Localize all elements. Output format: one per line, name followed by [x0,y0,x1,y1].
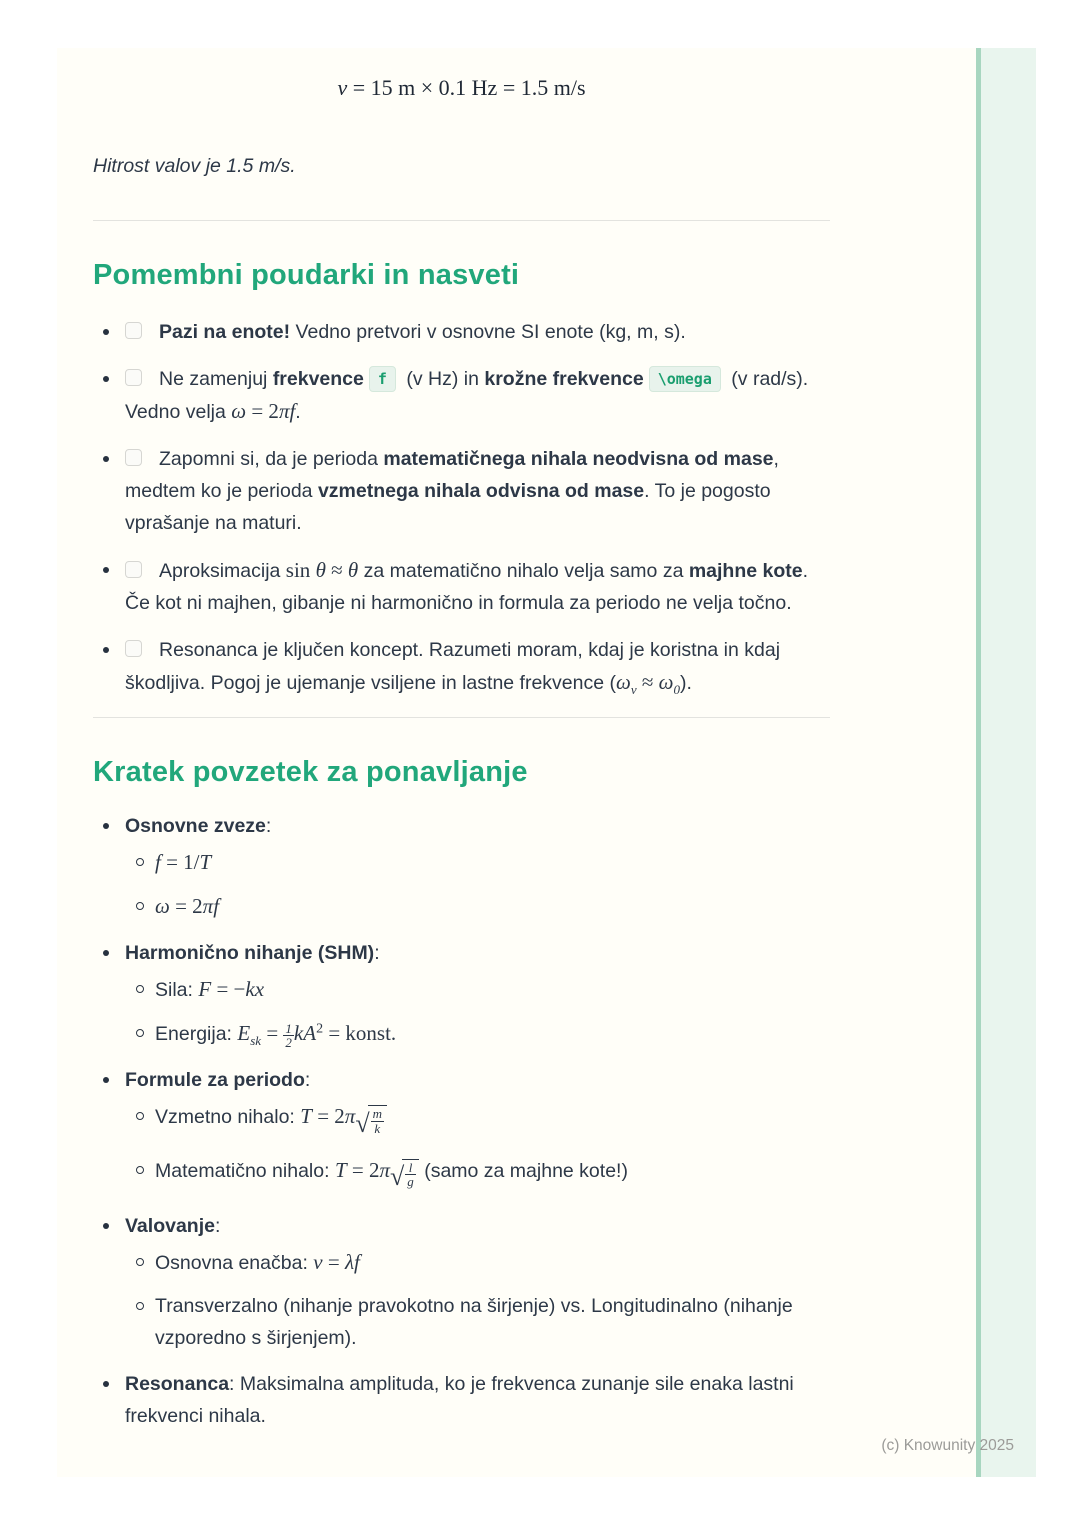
summary-group-periods [93,1064,830,1196]
fraction-numerator: m [372,1105,382,1121]
circle-bullet-icon [136,1302,144,1310]
list-item-frequency [93,363,830,428]
math-text: = 2 [246,399,279,423]
fraction-denominator: k [374,1120,381,1136]
circle-bullet-icon [136,1112,144,1120]
fraction-denominator: 2 [285,1035,292,1051]
math-text: v [313,1250,323,1275]
math-text: πf [278,399,296,423]
fraction-denominator: g [407,1174,414,1190]
bullet-icon [103,950,109,956]
sub-item [125,1246,830,1279]
text-run: Sila: [155,979,199,1001]
heading-summary: Kratek povzetek za ponavljanje [93,756,528,788]
radical-icon: √ [355,1108,370,1138]
text-run: za matematično nihalo velja samo za [358,560,689,582]
radical-icon: √ [390,1162,405,1192]
sublist [125,973,830,1050]
math-text: λf [344,1250,360,1275]
bullet-icon [103,456,109,462]
circle-bullet-icon [136,858,144,866]
inline-code-chip: f [369,366,396,392]
document-content [93,48,830,1447]
group-label: Valovanje [125,1215,215,1238]
text-run: : [214,1215,221,1238]
todo-checkbox[interactable] [125,322,142,339]
math-square-root [390,1159,419,1197]
math-text: = [261,1021,284,1045]
text-run: Vzmetno nihalo: [155,1106,301,1128]
document-card [57,48,1036,1477]
sublist [125,846,830,923]
circle-bullet-icon [136,902,144,910]
math-text: θ [347,558,359,582]
text-run: Vedno pretvori v osnovne SI enote (kg, m, s). [290,321,686,343]
todo-checkbox[interactable] [125,640,142,657]
list-item-pendulum-mass [93,443,830,539]
todo-checkbox[interactable] [125,369,142,386]
circle-bullet-icon [136,985,144,993]
text-run: Ne zamenjuj [159,368,273,390]
group-label: Resonanca [125,1373,230,1396]
radicand [402,1159,419,1197]
text-run: Pazi na enote! [159,321,291,343]
math-text: kA [293,1021,317,1045]
todo-checkbox[interactable] [125,449,142,466]
summary-list [93,810,830,1432]
group-label: Osnovne zveze [125,815,266,837]
summary-group-shm [93,937,830,1050]
math-text: ≈ [636,670,659,694]
math-text: ω [231,399,247,423]
math-fraction [371,1107,384,1135]
text-run: Transverzalno (nihanje pravokotno na širjenje) vs. Longitudinalno (nihanje vzporedno s širjenjem). [155,1295,793,1350]
math-text: ω [155,894,170,918]
text-run: vzmetnega nihala odvisna od mase [317,480,645,502]
circle-bullet-icon [136,1166,144,1174]
text-run: : [265,815,272,837]
sub-item [125,973,830,1006]
text-run: Energija: [155,1023,238,1045]
text-run: , medtem ko je perioda [125,448,779,502]
math-subscript: sk [250,1032,262,1048]
math-text: T [334,1157,347,1182]
sub-item [125,846,830,879]
section-divider [93,220,830,221]
text-run: : [374,942,380,964]
fraction-numerator: l [405,1161,416,1176]
sublist [125,1246,830,1354]
list-item-approximation [93,554,830,619]
text-run: : Maksimalna amplituda, ko je frekvenca zunanje sile enaka lastni frekvenci nihala. [125,1373,794,1428]
text-run: (samo za majhne kote!) [418,1159,628,1182]
text-run: majhne kote [688,560,803,582]
text-run: (v Hz) in [400,368,485,390]
circle-bullet-icon [136,1029,144,1037]
bullet-icon [103,823,109,829]
bullet-icon [103,329,109,335]
group-label: Formule za periodo [125,1069,305,1091]
sub-item [125,1017,830,1050]
math-text: sin [285,558,316,582]
math-text: E [237,1021,251,1045]
inline-code-chip: \omega [649,366,721,392]
summary-group-relations [93,810,830,923]
text-run: . [295,401,301,423]
highlights-list [93,316,830,699]
math-text: ω [616,670,631,694]
summary-group-waves [93,1210,830,1354]
note-italic: Hitrost valov je 1.5 m/s. [93,155,296,177]
sub-item [125,1290,830,1354]
math-text: = − [211,977,246,1001]
math-text: f [155,850,161,874]
math-text: = [322,1250,345,1275]
radicand [368,1105,387,1143]
sublist [125,1100,830,1196]
text-run: . To je pogosto vprašanje na maturi. [125,480,771,534]
sub-item [125,1100,830,1143]
math-text: T [199,850,212,874]
group-label: Harmonično nihanje (SHM) [125,942,375,964]
math-text: = 2 [346,1157,380,1182]
bullet-icon [103,1077,109,1083]
copyright-footer: (c) Knowunity 2025 [881,1437,1014,1454]
math-text: πf [202,894,220,918]
text-run: Osnovna enačba: [155,1252,314,1275]
math-formula-velocity [93,75,830,101]
math-text: T [300,1104,312,1128]
bullet-icon [103,647,109,653]
math-fraction [405,1161,416,1189]
math-text: ≈ [325,558,348,582]
math-text: = 2 [311,1104,345,1128]
heading-highlights: Pomembni poudarki in nasveti [93,259,520,291]
sub-item [125,1154,830,1197]
bullet-icon [103,567,109,573]
text-run: Matematično nihalo: [155,1159,335,1182]
math-text: = 1/ [160,850,200,874]
math-text: π [344,1104,356,1128]
math-text: = 15 m × 0.1 Hz = 1.5 m/s [347,75,586,100]
bullet-icon [103,1381,109,1387]
section-divider [93,717,830,718]
math-text: = 2 [169,894,203,918]
fraction-numerator: 1 [285,1020,292,1036]
text-run: : [304,1069,311,1091]
text-run: Resonanca je ključen koncept. Razumeti moram, kdaj je koristna in kdaj škodljiva. Pogoj je ujemanje vsiljene in lastne frekvence ( [125,639,781,694]
math-text: π [379,1157,390,1182]
math-text: = konst. [323,1021,397,1045]
text-run: Aproksimacija [159,560,286,582]
circle-bullet-icon [136,1258,144,1266]
math-square-root [355,1105,387,1143]
bullet-icon [103,1223,109,1229]
text-run: ). [679,672,692,694]
math-var: v [337,75,348,100]
math-subscript: v [630,681,637,697]
summary-group-resonance [93,1368,830,1432]
math-text: kx [245,977,265,1001]
sub-item [125,890,830,923]
text-run: (v rad/s). Vedno velja [125,368,809,423]
list-item-units [93,316,830,348]
text-run: krožne frekvence [484,368,644,390]
math-text: F [198,977,212,1001]
text-run: . Če kot ni majhen, gibanje ni harmonično in formula za periodo ne velja točno. [125,560,809,614]
text-run: Zapomni si, da je perioda [159,448,384,470]
text-run: frekvence [272,368,364,390]
math-fraction [283,1022,294,1050]
math-subscript: 0 [673,681,680,697]
text-run: matematičnega nihala neodvisna od mase [383,448,774,470]
todo-checkbox[interactable] [125,561,142,578]
bullet-icon [103,376,109,382]
right-accent-stripe [976,48,1036,1477]
math-text: ω [658,670,674,694]
list-item-resonance [93,634,830,699]
math-text: θ [315,558,326,582]
math-superscript: 2 [316,1021,324,1037]
